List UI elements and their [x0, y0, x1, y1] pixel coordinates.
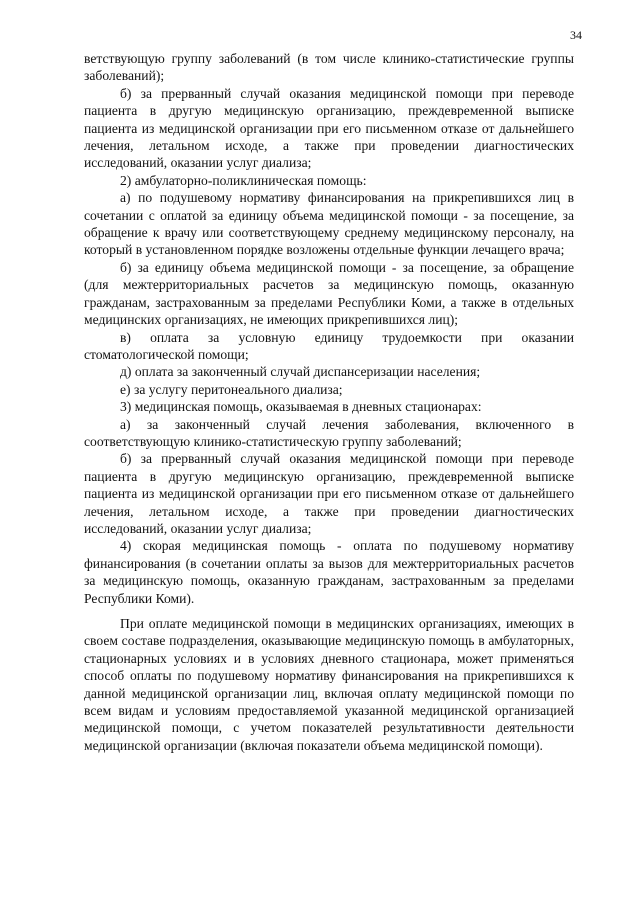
paragraph-item-d-dispensary: д) оплата за законченный случай диспансеризации населения; — [120, 364, 481, 380]
page-number: 34 — [570, 28, 582, 42]
paragraph-item-v-dental: в) оплата за условную единицу трудоемкости при оказании стоматологической помощи; — [84, 329, 574, 362]
paragraph-payment-per-capita: При оплате медицинской помощи в медицинских организациях, имеющих в своем составе подразделения, оказывающие медицинскую помощь в амбулаторных, стационарных условиях и в условиях дневного стационара, может применяться способ оплаты по подушевому нормативу финансирования на прикрепившихся к данной медицинской организации лиц, включая оплату медицинской помощи по всем видам и условиям предоставляемой указанной медицинской организацией медицинской помощи, с учетом показателей результативности деятельности медицинской организации (включая показатели объема медицинской помощи). — [84, 616, 574, 753]
paragraph-continuation: ветствующую группу заболеваний (в том числе клинико-статистические группы заболеваний); — [84, 51, 574, 84]
paragraph-item-a-per-capita: а) по подушевому нормативу финансирования на прикрепившихся лиц в сочетании с оплатой за единицу объема медицинской помощи - за посещение, за обращение к врачу или соответствующему среднему медицинскому персоналу, на который в установленном порядке возложены отдельные функции лечащего врача; — [84, 190, 574, 258]
paragraph-section-4-emergency: 4) скорая медицинская помощь - оплата по подушевому нормативу финансирования (в сочетании оплаты за вызов для межтерриториальных расчетов за медицинскую помощь, оказанную гражданам, застрахованным за пределами Республики Коми). — [84, 538, 574, 606]
paragraph-item-b-unit-of-volume: б) за единицу объема медицинской помощи - за посещение, за обращение (для межтерриториальных расчетов за медицинскую помощь, оказанную гражданам, застрахованным за пределами Республики Коми, а также в отдельных медицинских организациях, не имеющих прикрепившихся лиц); — [84, 259, 574, 328]
paragraph-section-3-day-hospital: 3) медицинская помощь, оказываемая в дневных стационарах: — [120, 399, 482, 415]
paragraph-item-e-dialysis: е) за услугу перитонеального диализа; — [120, 381, 343, 397]
paragraph-section-2-outpatient: 2) амбулаторно-поликлиническая помощь: — [120, 172, 367, 188]
paragraph-item-a-completed-case: а) за законченный случай лечения заболевания, включенного в соответствующую клинико-статистическую группу заболеваний; — [84, 416, 574, 449]
paragraph-item-b-interrupted-case-day: б) за прерванный случай оказания медицинской помощи при переводе пациента в другую медицинскую организацию, преждевременной выписке пациента из медицинской организации при его письменном отказе от дальнейшего лечения, летальном исходе, а также при проведении диагностических исследований, оказании услуг диализа; — [84, 451, 574, 536]
paragraph-item-b-interrupted-case: б) за прерванный случай оказания медицинской помощи при переводе пациента в другую медицинскую организацию, преждевременной выписке пациента из медицинской организации при его письменном отказе от дальнейшего лечения, летальном исходе, а также при проведении диагностических исследований, оказании услуг диализа; — [84, 85, 574, 171]
document-body — [84, 50, 574, 754]
